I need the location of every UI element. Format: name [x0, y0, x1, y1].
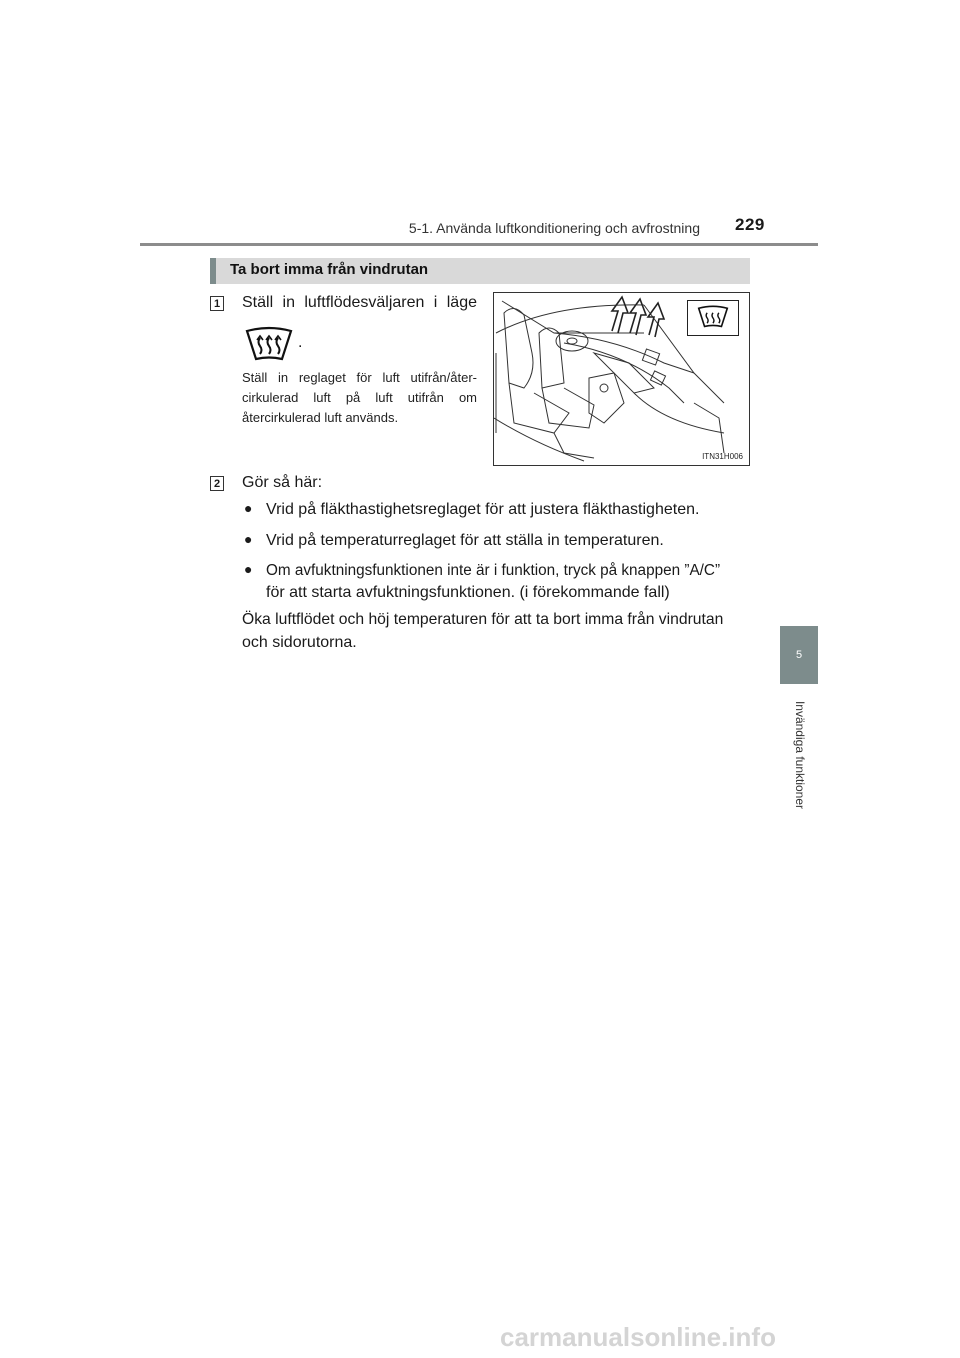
step-1-period: . — [298, 334, 303, 351]
step-2-closing-line-2: och sidorutorna. — [242, 634, 357, 651]
step-2-bullet-3-line-2: för att starta avfuktningsfunktionen. (i förekommande fall) — [266, 584, 670, 601]
step-1-note-line-1: Ställ in reglaget för luft utifrån/åter- — [242, 370, 477, 385]
page-number: 229 — [735, 215, 765, 234]
airflow-arrows — [612, 297, 664, 337]
step-1-text: Ställ in luftflödesväljaren i läge — [242, 294, 477, 311]
step-2-bullet-1: Vrid på fläkthastighetsreglaget för att justera fläkthastigheten. — [266, 501, 700, 518]
chapter-title: 5-1. Använda luftkonditionering och avfrostning — [408, 220, 700, 236]
windshield-defrost-icon — [694, 305, 732, 331]
section-heading-bar — [210, 258, 750, 284]
header-rule — [140, 243, 818, 246]
step-number-2: 2 — [210, 476, 224, 491]
car-interior-illustration — [493, 292, 750, 466]
windshield-defrost-icon — [244, 326, 294, 366]
defrost-button-inset — [687, 300, 739, 336]
step-2-intro: Gör så här: — [242, 474, 323, 491]
step-1-note-line-2: cirkulerad luft på luft utifrån om — [242, 390, 477, 405]
bullet-dot-1: ● — [244, 500, 253, 516]
chapter-tab-label: Invändiga funktioner — [793, 700, 807, 810]
chapter-tab: 5 — [780, 626, 818, 684]
step-1-note-line-3: återcirkulerad luft används. — [242, 410, 399, 425]
step-2-bullet-3-line-1: Om avfuktningsfunktionen inte är i funktion, tryck på knappen ”A/C” — [266, 562, 721, 579]
step-2-closing-line-1: Öka luftflödet och höj temperaturen för att ta bort imma från vindrutan — [242, 611, 724, 628]
bullet-dot-2: ● — [244, 531, 253, 547]
step-number-1: 1 — [210, 296, 224, 311]
illustration-code: ITN31H006 — [702, 452, 743, 461]
step-2-bullet-2: Vrid på temperaturreglaget för att ställa in temperaturen. — [266, 532, 664, 549]
section-title: Ta bort imma från vindrutan — [230, 261, 429, 278]
bullet-dot-3: ● — [244, 561, 253, 577]
watermark: carmanualsonline.info — [500, 1322, 776, 1352]
